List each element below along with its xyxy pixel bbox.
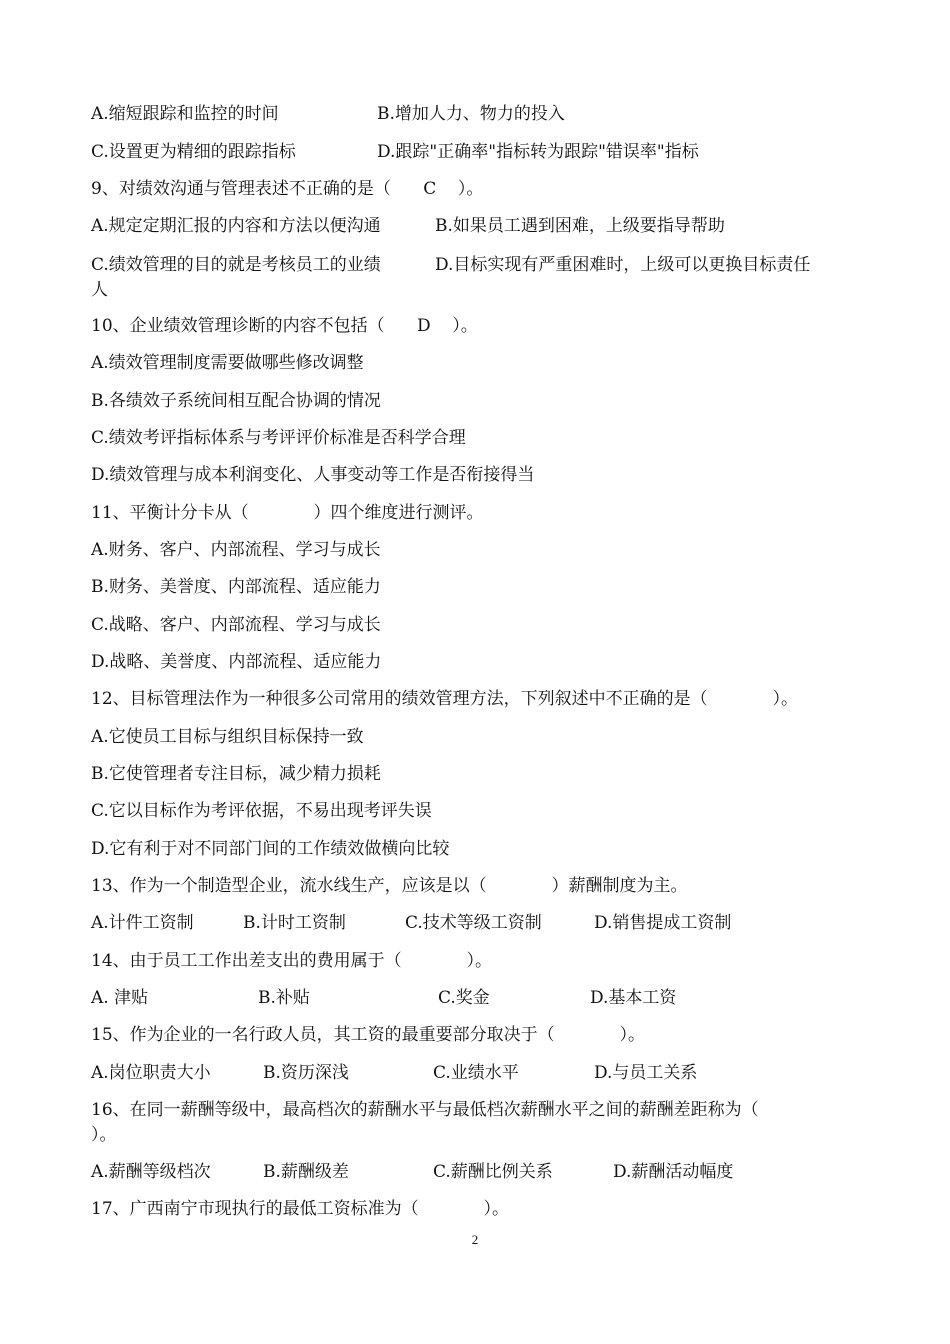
option-9c: C.绩效管理的目的就是考核员工的业绩 [91, 255, 381, 275]
option-13a: A.计件工资制 [91, 913, 194, 933]
option-10d: D.绩效管理与成本利润变化、人事变动等工作是否衔接得当 [91, 465, 535, 485]
option-15d: D.与员工关系 [594, 1063, 698, 1083]
question-11: 11、平衡计分卡从（ ）四个维度进行测评。 [91, 503, 484, 523]
option-11d: D.战略、美誉度、内部流程、适应能力 [91, 652, 382, 672]
option-10b: B.各绩效子系统间相互配合协调的情况 [91, 391, 381, 411]
question-9: 9、对绩效沟通与管理表述不正确的是（ C ）。 [91, 179, 484, 199]
option-12a: A.它使员工目标与组织目标保持一致 [91, 727, 364, 747]
question-15: 15、作为企业的一名行政人员，其工资的最重要部分取决于（ ）。 [91, 1025, 645, 1045]
option-14a: A. 津贴 [91, 988, 149, 1008]
option-12d: D.它有利于对不同部门间的工作绩效做横向比较 [91, 839, 450, 859]
option-14d: D.基本工资 [590, 988, 677, 1008]
option-11b: B.财务、美誉度、内部流程、适应能力 [91, 577, 381, 597]
option-16c: C.薪酬比例关系 [433, 1162, 553, 1182]
option-15c: C.业绩水平 [433, 1063, 519, 1083]
option-8b: B.增加人力、物力的投入 [377, 104, 565, 124]
option-13c: C.技术等级工资制 [405, 913, 542, 933]
question-16-continued: ）。 [91, 1125, 117, 1145]
option-14b: B.补贴 [258, 988, 310, 1008]
option-9d: D.目标实现有严重困难时，上级可以更换目标责任 [435, 255, 811, 275]
option-16b: B.薪酬级差 [263, 1162, 349, 1182]
option-12b: B.它使管理者专注目标，减少精力损耗 [91, 764, 381, 784]
question-17: 17、广西南宁市现执行的最低工资标准为（ ）。 [91, 1199, 509, 1219]
option-8c: C.设置更为精细的跟踪指标 [91, 142, 296, 162]
option-10a: A.绩效管理制度需要做哪些修改调整 [91, 353, 364, 373]
question-13: 13、作为一个制造型企业，流水线生产，应该是以（ ）薪酬制度为主。 [91, 876, 688, 896]
option-16d: D.薪酬活动幅度 [613, 1162, 734, 1182]
question-16: 16、在同一薪酬等级中，最高档次的薪酬水平与最低档次薪酬水平之间的薪酬差距称为（ [91, 1100, 759, 1120]
question-10: 10、企业绩效管理诊断的内容不包括（ D ）。 [91, 316, 478, 336]
option-13b: B.计时工资制 [243, 913, 346, 933]
option-8d: D.跟踪"正确率"指标转为跟踪"错误率"指标 [377, 142, 699, 162]
option-14c: C.奖金 [438, 988, 490, 1008]
option-8a: A.缩短跟踪和监控的时间 [91, 104, 279, 124]
option-15b: B.资历深浅 [263, 1063, 349, 1083]
option-12c: C.它以目标作为考评依据，不易出现考评失误 [91, 801, 432, 821]
option-11a: A.财务、客户、内部流程、学习与成长 [91, 540, 381, 560]
option-10c: C.绩效考评指标体系与考评评价标准是否科学合理 [91, 428, 466, 448]
option-9d-continued: 人 [91, 280, 108, 300]
option-15a: A.岗位职责大小 [91, 1063, 211, 1083]
option-11c: C.战略、客户、内部流程、学习与成长 [91, 615, 381, 635]
page-number: 2 [471, 1232, 479, 1247]
question-12: 12、目标管理法作为一种很多公司常用的绩效管理方法，下列叙述中不正确的是（ ）。 [91, 689, 798, 709]
option-13d: D.销售提成工资制 [594, 913, 732, 933]
option-9b: B.如果员工遇到困难，上级要指导帮助 [435, 216, 725, 236]
option-9a: A.规定定期汇报的内容和方法以便沟通 [91, 216, 381, 236]
option-16a: A.薪酬等级档次 [91, 1162, 211, 1182]
question-14: 14、由于员工工作出差支出的费用属于（ ）。 [91, 951, 492, 971]
